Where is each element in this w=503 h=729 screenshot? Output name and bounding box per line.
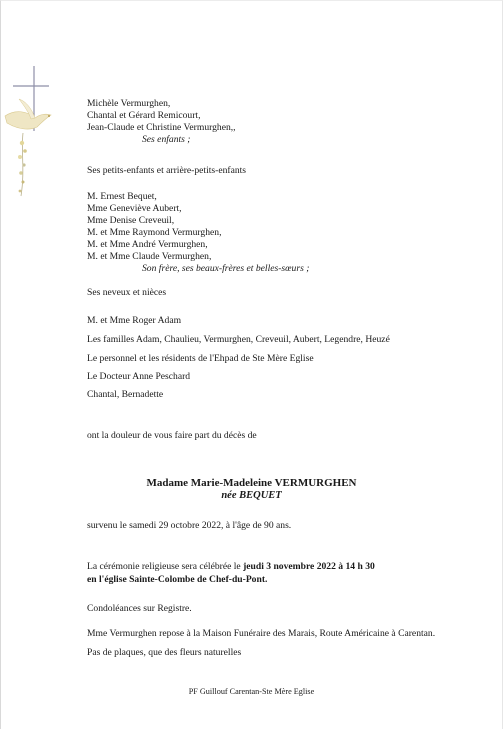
death-line: survenu le samedi 29 octobre 2022, à l'âge de 90 ans. (87, 520, 292, 531)
other-5: Chantal, Bernadette (87, 389, 164, 400)
condolences-line: Condoléances sur Registre. (87, 603, 192, 614)
deceased-maiden-name: née BEQUET (221, 490, 282, 501)
sibling-1: M. Ernest Bequet, (87, 191, 157, 202)
sibling-3: Mme Denise Creveuil, (87, 215, 175, 226)
sibling-4: M. et Mme Raymond Vermurghen, (87, 227, 222, 238)
other-2: Les familles Adam, Chaulieu, Vermurghen, Creveuil, Aubert, Legendre, Heuzé (87, 334, 390, 345)
nephews-line: Ses neveux et nièces (87, 287, 167, 298)
other-3: Le personnel et les résidents de l'Ehpad de Ste Mère Eglise (87, 353, 314, 364)
flowers-line: Pas de plaques, que des fleurs naturelles (87, 647, 242, 658)
siblings-caption: Son frère, ses beaux-frères et belles-sœurs ; (142, 263, 310, 274)
other-4: Le Docteur Anne Peschard (87, 371, 191, 382)
child-1: Michèle Vermurghen, (87, 98, 171, 109)
child-3: Jean-Claude et Christine Vermurghen,, (87, 122, 236, 133)
child-2: Chantal et Gérard Remicourt, (87, 110, 201, 121)
children-caption: Ses enfants ; (142, 134, 191, 145)
sibling-2: Mme Geneviève Aubert, (87, 203, 182, 214)
ceremony-date: jeudi 3 novembre 2022 à 14 h 30 (243, 561, 375, 572)
ceremony-intro: La cérémonie religieuse sera célébrée le (87, 561, 244, 572)
ceremony-line (87, 561, 375, 573)
sibling-5: M. et Mme André Vermurghen, (87, 239, 208, 250)
other-1: M. et Mme Roger Adam (87, 315, 182, 326)
grandchildren-line: Ses petits-enfants et arrière-petits-enfants (87, 165, 247, 176)
repose-line: Mme Vermurghen repose à la Maison Funéraire des Marais, Route Américaine à Carentan. (87, 628, 436, 639)
cross-dove-emblem (1, 61, 61, 221)
ceremony-place: en l'église Sainte-Colombe de Chef-du-Pont. (87, 574, 268, 585)
funeral-home-footer: PF Guillouf Carentan-Ste Mère Eglise (188, 687, 315, 696)
announcement-line: ont la douleur de vous faire part du décès de (87, 430, 257, 441)
sibling-6: M. et Mme Claude Vermurghen, (87, 251, 212, 262)
deceased-name: Madame Marie-Madeleine VERMURGHEN (146, 477, 357, 489)
